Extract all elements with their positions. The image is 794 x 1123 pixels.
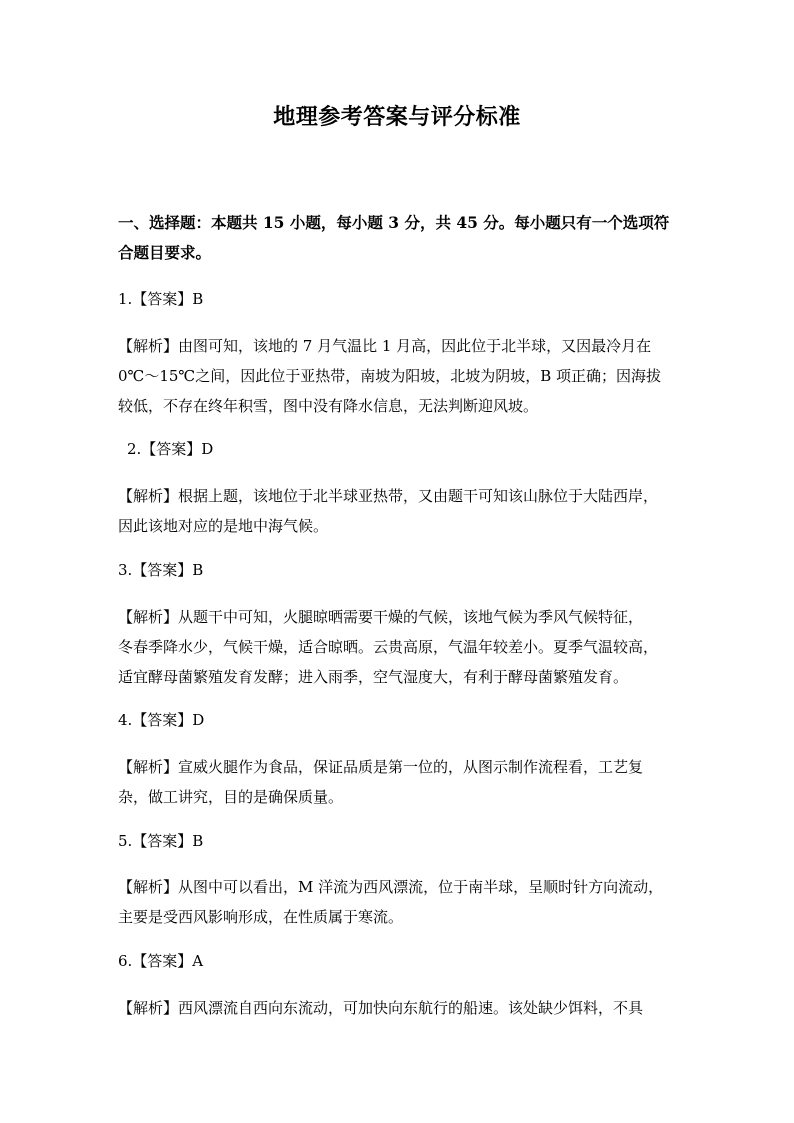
answer-6: 6.【答案】A	[118, 952, 204, 970]
analysis-1	[118, 331, 678, 421]
analysis-2	[118, 481, 678, 541]
answer-5: 5.【答案】B	[118, 832, 204, 850]
analysis-3	[118, 602, 678, 692]
analysis-line: 【解析】西风漂流自西向东流动，可加快向东航行的船速。该处缺少饵料，不具	[118, 999, 644, 1017]
answer-2: 2.【答案】D	[127, 440, 214, 458]
analysis-line: 【解析】由图可知，该地的 7 月气温比 1 月高，因此位于北半球，又因最冷月在	[118, 337, 652, 355]
analysis-line: 较低，不存在终年积雪，图中没有降水信息，无法判断迎风坡。	[118, 397, 539, 415]
analysis-4	[118, 752, 678, 812]
answer-3: 3.【答案】B	[118, 561, 204, 579]
analysis-line: 因此该地对应的是地中海气候。	[118, 517, 329, 535]
analysis-line: 适宜酵母菌繁殖发育发酵；进入雨季，空气湿度大，有利于酵母菌繁殖发育。	[118, 668, 629, 686]
analysis-line: 0℃～15℃之间，因此位于亚热带，南坡为阳坡，北坡为阴坡，B 项正确；因海拔	[118, 367, 661, 385]
answer-1: 1.【答案】B	[118, 290, 204, 308]
analysis-line: 主要是受西风影响形成，在性质属于寒流。	[118, 908, 404, 926]
analysis-line: 冬春季降水少，气候干燥，适合晾晒。云贵高原，气温年较差小。夏季气温较高，	[118, 638, 659, 656]
section-heading: 一、选择题：本题共 15 小题，每小题 3 分，共 45 分。每小题只有一个选项符合题目要求。	[118, 213, 670, 262]
analysis-line: 【解析】从图中可以看出，M 洋流为西风漂流，位于南半球，呈顺时针方向流动，	[118, 878, 664, 896]
analysis-line: 【解析】宣威火腿作为食品，保证品质是第一位的，从图示制作流程看，工艺复	[118, 758, 644, 776]
answer-4: 4.【答案】D	[118, 711, 205, 729]
analysis-line: 杂，做工讲究，目的是确保质量。	[118, 788, 344, 806]
analysis-6	[118, 993, 678, 1023]
page-title: 地理参考答案与评分标准	[273, 104, 521, 130]
analysis-line: 【解析】根据上题，该地位于北半球亚热带，又由题干可知该山脉位于大陆西岸，	[118, 487, 659, 505]
analysis-line: 【解析】从题干中可知，火腿晾晒需要干燥的气候，该地气候为季风气候特征，	[118, 608, 644, 626]
analysis-5	[118, 872, 678, 932]
